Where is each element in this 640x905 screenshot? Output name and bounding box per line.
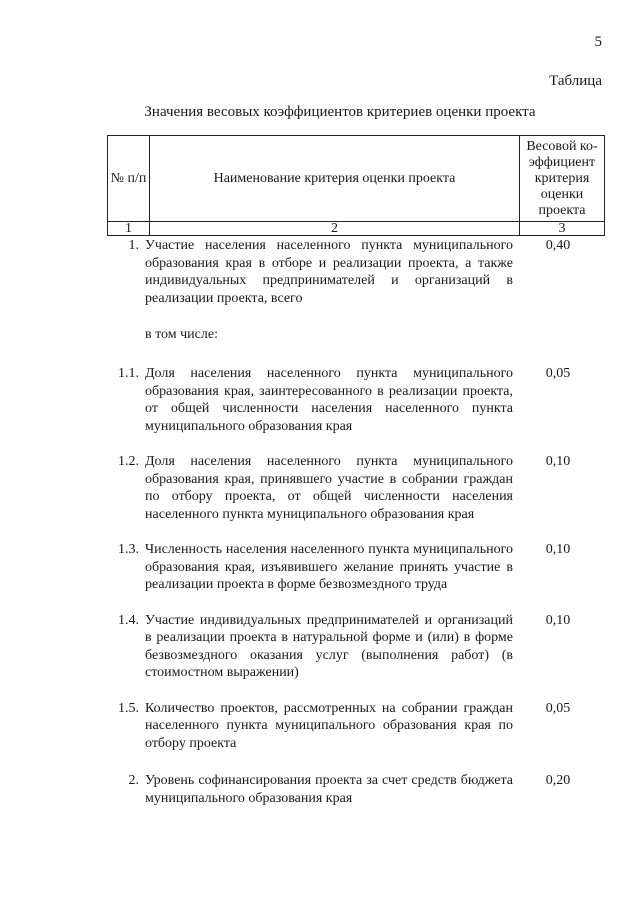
table-label: Таблица (549, 73, 602, 89)
header-num-2: 2 (150, 222, 520, 236)
row-weight: 0,10 (545, 454, 571, 469)
row-criterion: Количество проектов, рассмотренных на собрании граждан населенного пункта муниципального образования края по отбору проекта (145, 700, 513, 751)
row-criterion: Участие населения населенного пункта муниципального образования края в отборе и реализации проекта, а также индивидуальных предпринимателей и организаций в реализации проекта, всего (145, 238, 513, 306)
table-header (107, 135, 605, 236)
row-weight: 0,40 (545, 238, 571, 253)
row-criterion: Доля населения населенного пункта муниципального образования края, заинтересованного в реализации проекта, от общей численности населения населенного пункта муниципального образования края (145, 366, 513, 434)
table-title: Значения весовых коэффициентов критериев оценки проекта (144, 104, 536, 120)
row-number: 1.1. (118, 366, 139, 381)
row-number: 1.2. (118, 454, 139, 469)
table-row (107, 453, 607, 523)
table-row (107, 612, 607, 682)
header-col-weight: Весовой ко-эффициент критерия оценки проекта (520, 136, 605, 222)
header-num-3: 3 (520, 222, 605, 236)
row-number: 1.4. (118, 612, 139, 628)
row-number: 2. (128, 773, 139, 788)
row-weight: 0,20 (545, 773, 571, 788)
row-number: 1.3. (118, 542, 139, 557)
including-note: в том числе: (145, 327, 218, 342)
row-weight: 0,05 (545, 700, 571, 716)
table-row (107, 365, 607, 435)
row-criterion: Уровень софинансирования проекта за счет средств бюджета муниципального образования края (145, 773, 513, 806)
table-row (107, 700, 607, 753)
header-num-1: 1 (108, 222, 150, 236)
table-row (107, 772, 607, 807)
row-weight: 0,05 (545, 366, 571, 381)
header-col-number: № п/п (108, 136, 150, 222)
row-criterion: Доля населения населенного пункта муниципального образования края, принявшего участие в собрании граждан по отбору проекта, от общей численности населения населенного пункта муниципального образования края (145, 454, 513, 522)
row-number: 1.5. (118, 700, 139, 716)
row-weight: 0,10 (545, 542, 571, 557)
table-body (107, 237, 607, 807)
table-row (107, 237, 607, 307)
row-criterion: Участие индивидуальных предпринимателей и организаций в реализации проекта в натуральной форме и (или) в форме безвозмездного оказания услуг (выполнения работ) (в стоимостном выражении) (145, 612, 513, 680)
row-number: 1. (128, 238, 139, 253)
page-number: 5 (594, 34, 602, 50)
table-row (107, 541, 607, 594)
row-criterion: Численность населения населенного пункта муниципального образования края, изъявившего желание принять участие в реализации проекта в форме безвозмездного труда (145, 542, 513, 592)
header-col-name: Наименование критерия оценки проекта (150, 136, 520, 222)
row-weight: 0,10 (545, 612, 571, 628)
